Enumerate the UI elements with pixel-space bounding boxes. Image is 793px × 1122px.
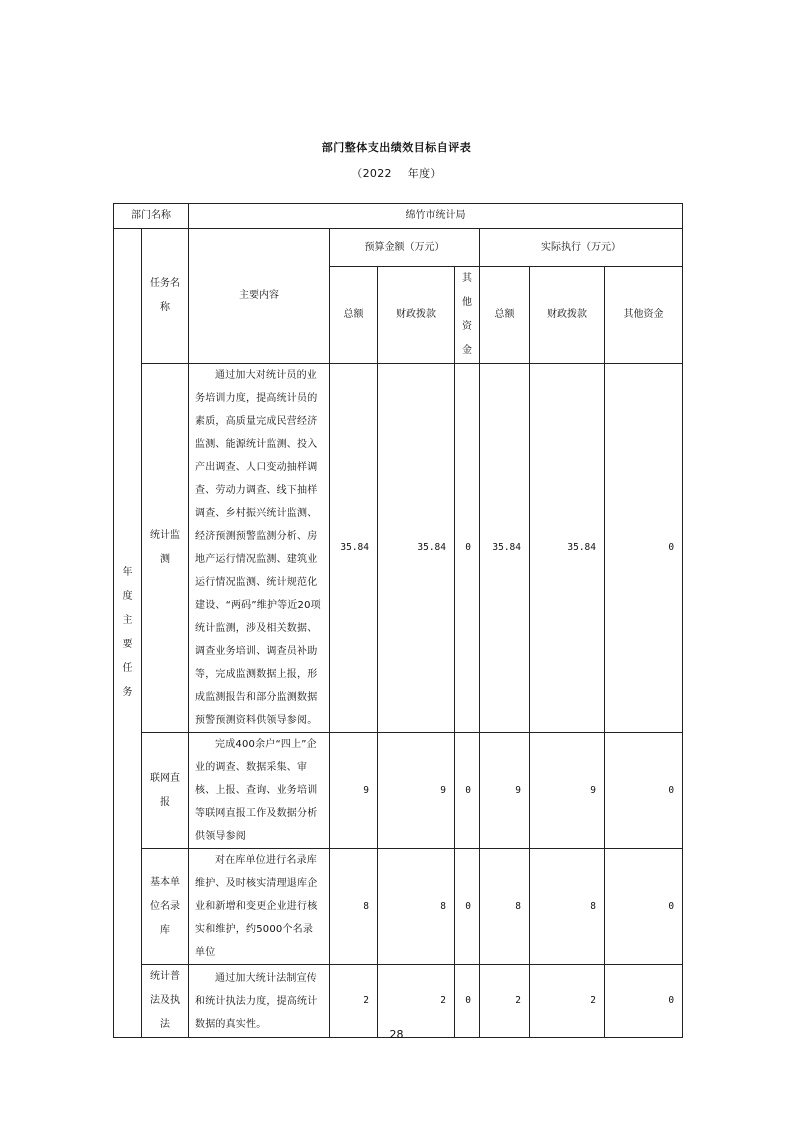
budget-other-header: 其他资金 <box>455 267 480 364</box>
table-row <box>114 733 683 849</box>
side-char: 要 <box>122 639 133 650</box>
table-row <box>114 364 683 733</box>
actual-fiscal: 2 <box>530 965 605 1038</box>
task-name: 统计普法及执法 <box>142 965 189 1038</box>
budget-fiscal: 9 <box>378 733 455 849</box>
content-header: 主要内容 <box>189 229 330 364</box>
task-content: 通过加大统计法制宣传和统计执法力度，提高统计数据的真实性。 <box>189 965 330 1038</box>
budget-other: 0 <box>455 364 480 733</box>
performance-table <box>113 203 683 1038</box>
page-number: 28 <box>389 1028 404 1041</box>
actual-total: 35.84 <box>480 364 530 733</box>
table-row <box>114 849 683 965</box>
subtitle-year: （2022 <box>351 167 392 180</box>
budget-total: 2 <box>330 965 378 1038</box>
actual-total: 8 <box>480 849 530 965</box>
side-char: 年 <box>122 567 133 578</box>
task-name: 统计监测 <box>142 364 189 733</box>
budget-fiscal: 35.84 <box>378 364 455 733</box>
dept-value: 绵竹市统计局 <box>189 204 683 229</box>
actual-other: 0 <box>605 965 683 1038</box>
task-name-header: 任务名称 <box>142 229 189 364</box>
actual-total: 9 <box>480 733 530 849</box>
side-label <box>114 229 142 1038</box>
actual-total: 2 <box>480 965 530 1038</box>
subtitle-suffix: 年度） <box>407 167 442 180</box>
budget-total-header: 总额 <box>330 267 378 364</box>
task-name: 联网直报 <box>142 733 189 849</box>
side-char: 务 <box>122 687 133 698</box>
actual-fiscal: 35.84 <box>530 364 605 733</box>
budget-fiscal: 2 <box>378 965 455 1038</box>
actual-other: 0 <box>605 849 683 965</box>
header-row-1 <box>114 229 683 267</box>
budget-total: 8 <box>330 849 378 965</box>
budget-other: 0 <box>455 965 480 1038</box>
budget-other: 0 <box>455 849 480 965</box>
side-char: 度 <box>122 591 133 602</box>
budget-total: 35.84 <box>330 364 378 733</box>
task-content: 完成400余户“四上”企业的调查、数据采集、审核、上报、查询、业务培训等联网直报工作及数据分析供领导参阅 <box>189 733 330 849</box>
actual-other-header: 其他资金 <box>605 267 683 364</box>
budget-header: 预算金额（万元） <box>330 229 480 267</box>
actual-fiscal: 9 <box>530 733 605 849</box>
dept-label: 部门名称 <box>114 204 189 229</box>
budget-fiscal: 8 <box>378 849 455 965</box>
budget-total: 9 <box>330 733 378 849</box>
actual-other: 0 <box>605 733 683 849</box>
side-char: 任 <box>122 663 133 674</box>
actual-total-header: 总额 <box>480 267 530 364</box>
budget-other: 0 <box>455 733 480 849</box>
actual-fiscal: 8 <box>530 849 605 965</box>
page-title: 部门整体支出绩效目标自评表 <box>321 141 472 154</box>
task-content: 对在库单位进行名录库维护、及时核实清理退库企业和新增和变更企业进行核实和维护，约5000个名录单位 <box>189 849 330 965</box>
budget-fiscal-header: 财政拨款 <box>378 267 455 364</box>
actual-fiscal-header: 财政拨款 <box>530 267 605 364</box>
task-name: 基本单位名录库 <box>142 849 189 965</box>
year-subtitle <box>0 165 793 181</box>
side-char: 主 <box>122 615 133 626</box>
actual-header: 实际执行（万元） <box>480 229 683 267</box>
task-content: 通过加大对统计员的业务培训力度，提高统计员的素质，高质量完成民营经济监测、能源统计监测、投入产出调查、人口变动抽样调查、劳动力调查、线下抽样调查、乡村振兴统计监测、经济预测预警监测分析、房地产运行情况监测、建筑业运行情况监测、统计规范化建设、“两码”维护等近20项统计监测，涉及相关数据、调查业务培训、调查员补助等，完成监测数据上报，形成监测报告和部分监测数据预警预测资料供领导参阅。 <box>189 364 330 733</box>
actual-other: 0 <box>605 364 683 733</box>
table-row <box>114 965 683 1038</box>
dept-row <box>114 204 683 229</box>
